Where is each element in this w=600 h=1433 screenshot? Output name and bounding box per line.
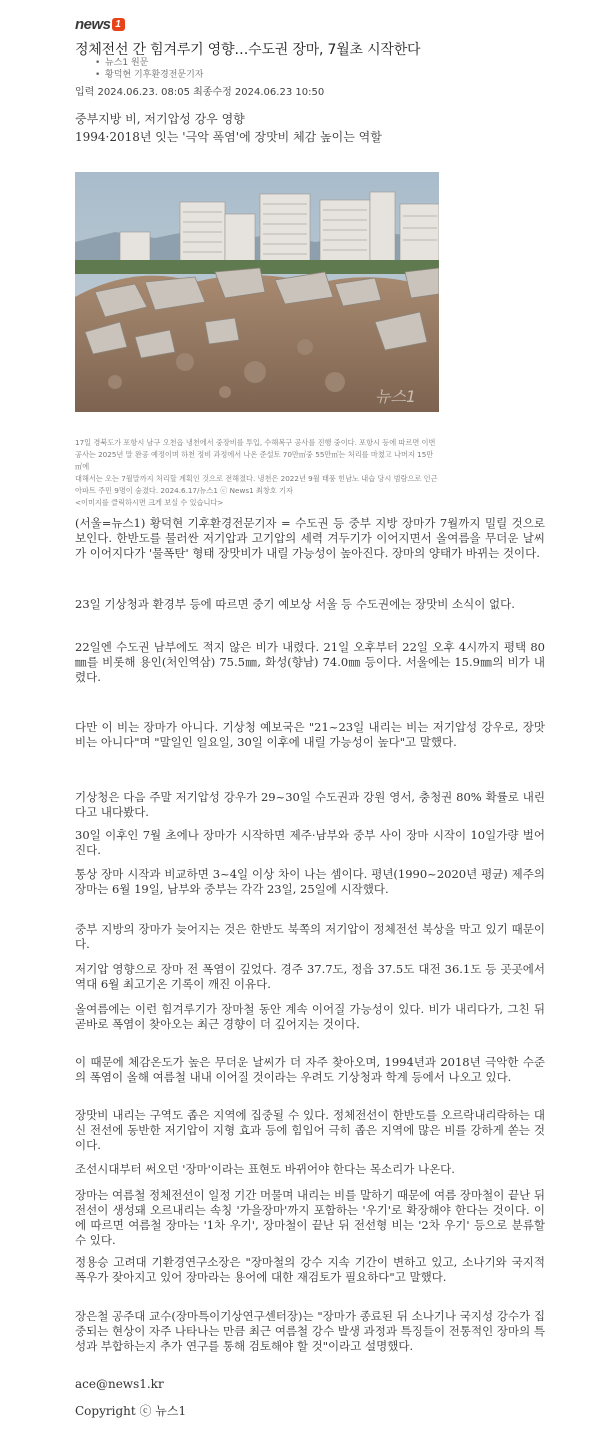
- paragraph: 조선시대부터 써오던 '장마'이라는 표현도 바뀌어야 한다는 목소리가 나온다.: [75, 1162, 455, 1176]
- photo-watermark: 뉴스1: [375, 387, 417, 406]
- logo-text: news: [75, 16, 111, 33]
- subheadline-2: 1994·2018년 잇는 '극악 폭염'에 장맛비 체감 높이는 역할: [75, 130, 382, 144]
- reporter-email[interactable]: ace@news1.kr: [75, 1377, 164, 1391]
- caption-line: 아파트 주민 9명이 숨졌다. 2024.6.17/뉴스1 ⓒ News1 최창호 기자: [75, 486, 293, 495]
- subheadline-1: 중부지방 비, 저기압성 강우 영향: [75, 112, 245, 126]
- source-links: [105, 57, 204, 81]
- paragraph: 통상 장마 시작과 비교하면 3~4일 이상 차이 나는 셈이다. 평년(1990~2020년 평균) 제주의 장마는 6월 19일, 남부와 중부는 각각 23일, 25일에 시작했다.: [75, 867, 545, 896]
- article-photo[interactable]: [75, 172, 439, 412]
- paragraph: 장마는 여름철 정체전선이 일정 기간 머물며 내리는 비를 말하기 때문에 여름 장마철이 끝난 뒤 전선이 생성돼 오르내리는 속칭 '가을장마'까지 포함하는 '우기'로 확장해야 한다는 것이다. 이에 따르면 여름철 장마는 '1차 우기', 장마철이 끝난 뒤 전선형 비는 '2차 우기' 등으로 분류할 수 있다.: [75, 1188, 545, 1247]
- source-link-original[interactable]: • 뉴스1 원문: [105, 57, 204, 69]
- paragraph: 올여름에는 이런 힘겨루기가 장마철 동안 계속 이어질 가능성이 있다. 비가 내리다가, 그친 뒤 곧바로 폭염이 찾아오는 최근 경향이 더 깊어지는 것이다.: [75, 1002, 545, 1031]
- paragraph: 이 때문에 체감온도가 높은 무더운 날씨가 더 자주 찾아오며, 1994년과 2018년 극악한 수준의 폭염이 올해 여름철 내내 이어질 것이라는 우려도 기상청과 학계 등에서 나오고 있다.: [75, 1055, 545, 1084]
- logo-mark: 1: [112, 18, 125, 31]
- paragraph: 22일엔 수도권 남부에도 적지 않은 비가 내렸다. 21일 오후부터 22일 오후 4시까지 평택 80㎜를 비롯해 용인(처인역삼) 75.5㎜, 화성(향남) 74.0㎜ 등이다. 서울에는 15.9㎜의 비가 내렸다.: [75, 640, 545, 684]
- paragraph: 장은철 공주대 교수(장마특이기상연구센터장)는 "장마가 종료된 뒤 소나기나 국지성 강수가 집중되는 현상이 자주 나타나는 만큼 최근 여름철 강수 발생 과정과 특징들이 전통적인 장마의 특성과 부합하는지 추가 연구를 통해 검토해야 할 것"이라고 설명했다.: [75, 1309, 545, 1353]
- construction-site-image: [75, 172, 439, 412]
- news1-logo[interactable]: [75, 16, 125, 33]
- paragraph: 23일 기상청과 환경부 등에 따르면 중기 예보상 서울 등 수도권에는 장맛비 소식이 없다.: [75, 597, 515, 611]
- paragraph: 저기압 영향으로 장마 전 폭염이 깊었다. 경주 37.7도, 정읍 37.5도 대전 36.1도 등 곳곳에서 역대 6월 최고기온 기록이 깨진 이유다.: [75, 962, 545, 991]
- photo-caption: [75, 437, 439, 509]
- publish-dates: 입력 2024.06.23. 08:05 최종수정 2024.06.23 10:50: [75, 87, 325, 98]
- paragraph: 30일 이후인 7월 초에나 장마가 시작하면 제주·남부와 중부 사이 장마 시작이 10일가량 벌어진다.: [75, 828, 545, 857]
- reporter-link[interactable]: • 황덕현 기후환경전문기자: [105, 69, 204, 81]
- paragraph: (서울=뉴스1) 황덕현 기후환경전문기자 = 수도권 등 중부 지방 장마가 7월까지 밀릴 것으로 보인다. 한반도를 물러싼 저기압과 고기압의 세력 겨두기가 이어지면서 올여름을 무더운 날씨가 이어지다가 '물폭탄' 형태 장맛비가 내릴 가능성이 높아진다. 장마의 양태가 바뀌는 것이다.: [75, 516, 545, 560]
- caption-line: 공사는 2025년 말 완공 예정이며 하천 정비 과정에서 나온 준설토 70만㎥중 55만㎥는 처리를 마쳤고 나머지 15만㎥에: [75, 450, 434, 471]
- copyright: Copyright ⓒ 뉴스1: [75, 1404, 187, 1418]
- article-headline: 정체전선 간 힘겨루기 영향…수도권 장마, 7월초 시작한다: [75, 42, 421, 58]
- paragraph: 장맛비 내리는 구역도 좁은 지역에 집중될 수 있다. 정체전선이 한반도를 오르락내리락하는 대신 전선에 동반한 저기압이 지형 효과 등에 힘입어 극히 좁은 지역에 많은 비를 강하게 쏟는 것이다.: [75, 1108, 545, 1152]
- paragraph: 기상청은 다음 주말 저기압성 강우가 29~30일 수도권과 강원 영서, 충청권 80% 확률로 내린다고 내다봤다.: [75, 790, 545, 819]
- paragraph: 다만 이 비는 장마가 아니다. 기상청 예보국은 "21~23일 내리는 비는 저기압성 강우로, 장맛비는 아니다"며 "말일인 일요일, 30일 이후에 내릴 가능성이 높다"고 말했다.: [75, 720, 545, 749]
- paragraph: 정용승 고려대 기환경연구소장은 "장마철의 강수 지속 기간이 변하고 있고, 소나기와 국지적 폭우가 잦아지고 있어 장마라는 용어에 대한 재검토가 필요하다"고 말했다.: [75, 1255, 545, 1284]
- caption-line: 17일 경북도가 포항시 남구 오천읍 냉천에서 중장비를 투입, 수해복구 공사를 진행 중이다. 포항시 등에 따르면 이번: [75, 438, 436, 447]
- caption-line: 대해서는 오는 7월말까지 처리할 계획인 것으로 전해졌다. 냉천은 2022년 9월 태풍 힌남노 내습 당시 범람으로 인근: [75, 474, 438, 483]
- paragraph: 중부 지방의 장마가 늦어지는 것은 한반도 북쪽의 저기압이 정체전선 북상을 막고 있기 때문이다.: [75, 922, 545, 951]
- caption-enlarge-hint[interactable]: <이미지를 클릭하시면 크게 보실 수 있습니다>: [75, 498, 224, 507]
